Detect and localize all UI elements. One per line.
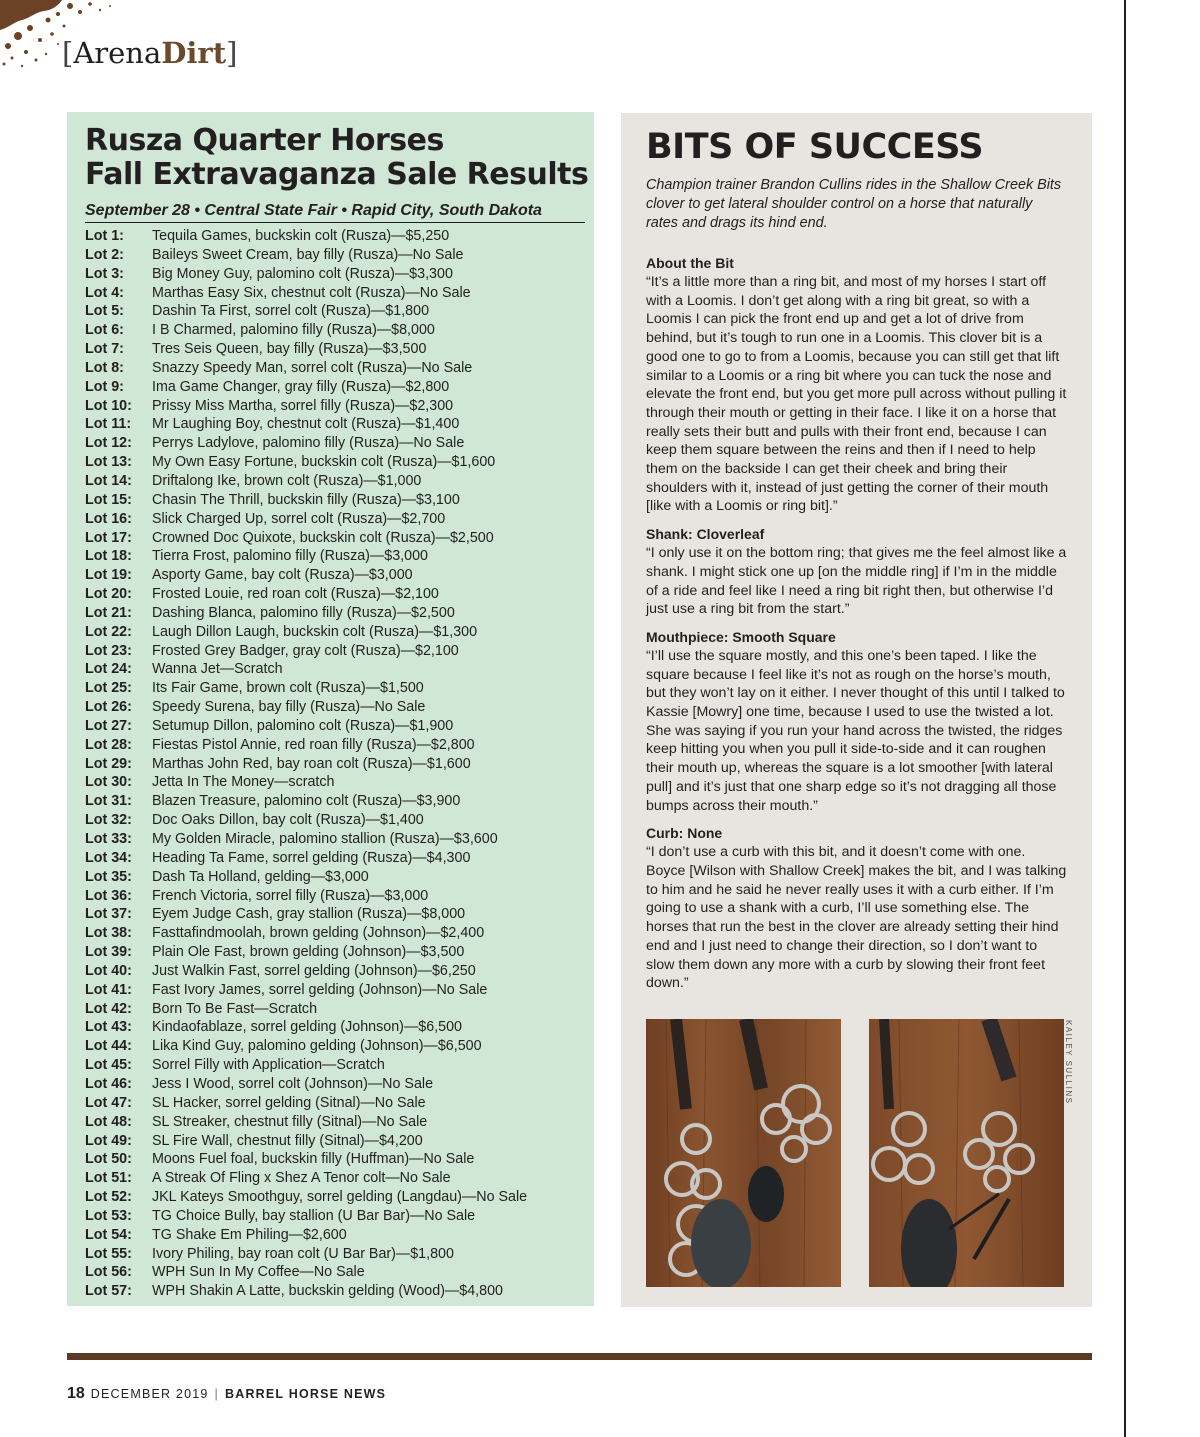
lot-row xyxy=(85,1018,594,1037)
lot-description: WPH Shakin A Latte, buckskin gelding (Wood)—$4,800 xyxy=(152,1283,503,1300)
lot-row xyxy=(85,736,594,755)
lot-row xyxy=(85,1056,594,1075)
bits-section-body: “I don’t use a curb with this bit, and it doesn’t come with one. Boyce [Wilson with Shallow Creek] makes the bit, and I was talking to him and he said he never really uses it with a curb either. If I’m going to use a shank with a curb, I’ll use something else. The horses that run the best in the clover are already setting their hind end and I just need to change their direction, so I don’t want to slow them down any more with a curb by slowing their front feet down.” xyxy=(646,844,1067,992)
lot-number: Lot 47: xyxy=(85,1094,132,1111)
lot-row xyxy=(85,284,594,303)
lot-row xyxy=(85,905,594,924)
lot-description: Crowned Doc Quixote, buckskin colt (Rusza)—$2,500 xyxy=(152,529,494,546)
lot-description: Dash Ta Holland, gelding—$3,000 xyxy=(152,868,369,885)
sale-title-line1: Rusza Quarter Horses xyxy=(85,123,444,158)
lot-row xyxy=(85,1094,594,1113)
lot-number: Lot 19: xyxy=(85,567,132,584)
lot-row xyxy=(85,340,594,359)
lot-description: WPH Sun In My Coffee—No Sale xyxy=(152,1264,365,1281)
lot-number: Lot 15: xyxy=(85,491,132,508)
lot-description: Lika Kind Guy, palomino gelding (Johnson)—$6,500 xyxy=(152,1038,482,1055)
lot-number: Lot 18: xyxy=(85,548,132,565)
lot-number: Lot 35: xyxy=(85,868,132,885)
lot-description: Asporty Game, bay colt (Rusza)—$3,000 xyxy=(152,567,413,584)
lot-description: Frosted Louie, red roan colt (Rusza)—$2,100 xyxy=(152,586,439,603)
lot-row xyxy=(85,660,594,679)
lot-description: SL Streaker, chestnut filly (Sitnal)—No Sale xyxy=(152,1113,428,1130)
bits-section-about xyxy=(646,254,1068,516)
lot-description: Kindaofablaze, sorrel gelding (Johnson)—$6,500 xyxy=(152,1019,462,1036)
lot-number: Lot 49: xyxy=(85,1132,132,1149)
lot-description: Speedy Surena, bay filly (Rusza)—No Sale xyxy=(152,699,426,716)
lot-number: Lot 5: xyxy=(85,303,124,320)
lot-row xyxy=(85,1263,594,1282)
lot-number: Lot 1: xyxy=(85,228,124,244)
lot-row xyxy=(85,453,594,472)
lot-row xyxy=(85,1132,594,1151)
bits-section-heading: Shank: Cloverleaf xyxy=(646,526,765,543)
lot-description: Born To Be Fast—Scratch xyxy=(152,1000,318,1017)
lot-description: I B Charmed, palomino filly (Rusza)—$8,000 xyxy=(152,322,435,339)
lot-row xyxy=(85,1282,594,1301)
lot-number: Lot 51: xyxy=(85,1170,132,1187)
lot-description: Baileys Sweet Cream, bay filly (Rusza)—No Sale xyxy=(152,246,464,263)
bits-section-curb xyxy=(646,824,1068,993)
lot-description: French Victoria, sorrel filly (Rusza)—$3,000 xyxy=(152,887,429,904)
lot-number: Lot 36: xyxy=(85,887,132,904)
photo-credit: KAILEY SULLINS xyxy=(1064,1020,1073,1105)
section-bracket-left: [ xyxy=(62,36,74,70)
lot-row xyxy=(85,981,594,1000)
lot-description: Setumup Dillon, palomino colt (Rusza)—$1,900 xyxy=(152,717,454,734)
lot-number: Lot 54: xyxy=(85,1226,132,1243)
lot-row xyxy=(85,1207,594,1226)
lot-description: Fast Ivory James, sorrel gelding (Johnson)—No Sale xyxy=(152,981,488,998)
lot-row xyxy=(85,623,594,642)
publication-name: BARREL HORSE NEWS xyxy=(224,1387,387,1401)
lot-number: Lot 38: xyxy=(85,925,132,942)
lot-description: Its Fair Game, brown colt (Rusza)—$1,500 xyxy=(152,680,424,697)
lot-number: Lot 17: xyxy=(85,529,132,546)
lot-number: Lot 40: xyxy=(85,962,132,979)
lot-description: Ima Game Changer, gray filly (Rusza)—$2,800 xyxy=(152,378,450,395)
lot-row xyxy=(85,811,594,830)
lot-row xyxy=(85,491,594,510)
lot-row xyxy=(85,1245,594,1264)
lot-description: Driftalong Ike, brown colt (Rusza)—$1,000 xyxy=(152,472,422,489)
lot-row xyxy=(85,679,594,698)
lot-row xyxy=(85,246,594,265)
lot-row xyxy=(85,434,594,453)
section-bracket-right: ] xyxy=(226,36,238,70)
lot-description: Moons Fuel foal, buckskin filly (Huffman)—No Sale xyxy=(152,1151,475,1168)
lot-row xyxy=(85,887,594,906)
bit-photo-right xyxy=(869,1019,1064,1287)
section-tag xyxy=(62,36,237,70)
lot-number: Lot 45: xyxy=(85,1057,132,1074)
lot-description: Just Walkin Fast, sorrel gelding (Johnson)—$6,250 xyxy=(152,962,476,979)
lot-number: Lot 30: xyxy=(85,774,132,791)
lot-number: Lot 52: xyxy=(85,1189,132,1206)
sale-subtitle: September 28 • Central State Fair • Rapid City, South Dakota xyxy=(85,201,585,223)
section-prefix: Arena xyxy=(73,36,162,70)
lot-number: Lot 7: xyxy=(85,341,124,358)
bits-section-mouthpiece xyxy=(646,628,1068,815)
bits-section-body: “It’s a little more than a ring bit, and most of my horses I start off with a Loomis. I don’t get along with a ring bit great, so with a Loomis I can pick the front end up and get a lot of drive from behind, but it’s tough to run one in a Loomis. This clover bit is a good one to go to from a Loomis, because you can still get that lift similar to a Loomis or a ring bit where you can tuck the nose and elevate the front end, but you get more pull across without pulling it through their mouth or getting in their face. I like it on a horse that really sets their butt and pulls with their front end, because I can keep them square between the reins and then if I need to help them on the backside I can get their cheek and bring their shoulders with it, instead of just getting the corner of their mouth [like with a Loomis or ring bit].” xyxy=(646,274,1067,515)
lot-row xyxy=(85,1075,594,1094)
lot-description: Slick Charged Up, sorrel colt (Rusza)—$2,700 xyxy=(152,510,446,527)
lot-description: Marthas John Red, bay roan colt (Rusza)—$1,600 xyxy=(152,755,471,772)
lot-description: Jetta In The Money—scratch xyxy=(152,774,335,791)
lot-description: Laugh Dillon Laugh, buckskin colt (Rusza)—$1,300 xyxy=(152,623,478,640)
lot-number: Lot 29: xyxy=(85,755,132,772)
lot-description: Snazzy Speedy Man, sorrel colt (Rusza)—No Sale xyxy=(152,359,473,376)
lot-description: Tierra Frost, palomino filly (Rusza)—$3,000 xyxy=(152,548,428,565)
lot-row xyxy=(85,924,594,943)
sale-title-line2: Fall Extravaganza Sale Results xyxy=(85,157,589,192)
lot-number: Lot 2: xyxy=(85,246,124,263)
lot-number: Lot 48: xyxy=(85,1113,132,1130)
lot-description: Doc Oaks Dillon, bay colt (Rusza)—$1,400 xyxy=(152,812,424,829)
lot-number: Lot 3: xyxy=(85,265,124,282)
lot-number: Lot 26: xyxy=(85,699,132,716)
bits-intro: Champion trainer Brandon Cullins rides in the Shallow Creek Bits clover to get lateral shoulder control on a horse that naturally rates and drags its hind end. xyxy=(646,177,1062,231)
lot-number: Lot 32: xyxy=(85,812,132,829)
lot-number: Lot 23: xyxy=(85,642,132,659)
page-edge-rule xyxy=(1124,0,1126,1437)
lot-row xyxy=(85,755,594,774)
lot-description: A Streak Of Fling x Shez A Tenor colt—No Sale xyxy=(152,1170,451,1187)
footer-separator: | xyxy=(214,1387,219,1401)
lot-row xyxy=(85,529,594,548)
lot-row xyxy=(85,962,594,981)
lot-description: TG Choice Bully, bay stallion (U Bar Bar)—No Sale xyxy=(152,1207,476,1224)
lot-description: Plain Ole Fast, brown gelding (Johnson)—$3,500 xyxy=(152,944,465,961)
lot-description: Prissy Miss Martha, sorrel filly (Rusza)—$2,300 xyxy=(152,397,454,414)
lot-list xyxy=(85,227,594,1301)
lot-row xyxy=(85,265,594,284)
lot-description: Mr Laughing Boy, chestnut colt (Rusza)—$1,400 xyxy=(152,416,460,433)
lot-number: Lot 24: xyxy=(85,661,132,678)
lot-row xyxy=(85,1188,594,1207)
lot-number: Lot 56: xyxy=(85,1264,132,1281)
bits-section-body: “I only use it on the bottom ring; that gives me the feel almost like a shank. I might stick one up [on the middle ring] if I’m in the middle of a ride and feel like I need a ring bit right then, but otherwise I’d just use a ring bit from the start.” xyxy=(646,545,1067,618)
lot-number: Lot 55: xyxy=(85,1245,132,1262)
lot-description: Tequila Games, buckskin colt (Rusza)—$5,250 xyxy=(152,228,450,244)
lot-number: Lot 25: xyxy=(85,680,132,697)
lot-row xyxy=(85,698,594,717)
lot-row xyxy=(85,868,594,887)
lot-row xyxy=(85,378,594,397)
lot-number: Lot 20: xyxy=(85,586,132,603)
lot-number: Lot 6: xyxy=(85,322,124,339)
lot-description: Fasttafindmoolah, brown gelding (Johnson)—$2,400 xyxy=(152,925,485,942)
lot-description: Fiestas Pistol Annie, red roan filly (Rusza)—$2,800 xyxy=(152,736,475,753)
lot-row xyxy=(85,642,594,661)
bits-section-body: “I’ll use the square mostly, and this one’s been taped. I like the square because I feel like it’s not as rough on the horse’s mouth, but they won’t lay on it either. I never thought of this until I talked to Kassie [Mowry] one time, because I used to use the twisted a lot. She was saying if you run your hand across the twisted, the ridges keep hitting you when you pull it side-to-side and it can roughen their mouth up, whereas the square is a lot smoother [with lateral pull] and it’s just that one sharp edge so it’s not dragging all those bumps across their mouth.” xyxy=(646,647,1065,814)
lot-description: JKL Kateys Smoothguy, sorrel gelding (Langdau)—No Sale xyxy=(152,1189,528,1206)
lot-number: Lot 9: xyxy=(85,378,124,395)
lot-number: Lot 13: xyxy=(85,454,132,471)
lot-description: Chasin The Thrill, buckskin filly (Rusza)—$3,100 xyxy=(152,491,460,508)
lot-number: Lot 14: xyxy=(85,472,132,489)
page-footer xyxy=(67,1385,386,1403)
lot-row xyxy=(85,321,594,340)
lot-description: SL Fire Wall, chestnut filly (Sitnal)—$4,200 xyxy=(152,1132,423,1149)
lot-number: Lot 44: xyxy=(85,1038,132,1055)
lot-row xyxy=(85,604,594,623)
lot-description: Dashing Blanca, palomino filly (Rusza)—$2,500 xyxy=(152,604,455,621)
lot-row xyxy=(85,830,594,849)
lot-row xyxy=(85,302,594,321)
lot-number: Lot 28: xyxy=(85,736,132,753)
lot-number: Lot 39: xyxy=(85,944,132,961)
lot-row xyxy=(85,397,594,416)
lot-number: Lot 8: xyxy=(85,359,124,376)
lot-number: Lot 37: xyxy=(85,906,132,923)
lot-description: Jess I Wood, sorrel colt (Johnson)—No Sale xyxy=(152,1075,434,1092)
lot-number: Lot 57: xyxy=(85,1283,132,1300)
lot-row xyxy=(85,1000,594,1019)
lot-row xyxy=(85,510,594,529)
bits-section-heading: Mouthpiece: Smooth Square xyxy=(646,628,836,645)
lot-row xyxy=(85,943,594,962)
lot-number: Lot 4: xyxy=(85,284,124,301)
lot-number: Lot 10: xyxy=(85,397,132,414)
bits-title: BITS OF SUCCESS xyxy=(646,127,984,167)
lot-description: Ivory Philing, bay roan colt (U Bar Bar)—$1,800 xyxy=(152,1245,454,1262)
lot-row xyxy=(85,359,594,378)
lot-number: Lot 50: xyxy=(85,1151,132,1168)
bits-section-heading: About the Bit xyxy=(646,255,734,271)
lot-description: Big Money Guy, palomino colt (Rusza)—$3,300 xyxy=(152,265,453,282)
lot-row xyxy=(85,849,594,868)
lot-description: Frosted Grey Badger, gray colt (Rusza)—$2,100 xyxy=(152,642,459,659)
bottom-rule xyxy=(67,1353,1092,1360)
lot-description: Sorrel Filly with Application—Scratch xyxy=(152,1057,385,1074)
lot-number: Lot 31: xyxy=(85,793,132,810)
lot-row xyxy=(85,547,594,566)
sale-title xyxy=(85,124,594,192)
lot-row xyxy=(85,717,594,736)
lot-description: TG Shake Em Philing—$2,600 xyxy=(152,1226,347,1243)
lot-description: Blazen Treasure, palomino colt (Rusza)—$3,900 xyxy=(152,793,461,810)
lot-row xyxy=(85,1113,594,1132)
lot-description: Heading Ta Fame, sorrel gelding (Rusza)—$4,300 xyxy=(152,849,471,866)
lot-row xyxy=(85,1169,594,1188)
lot-number: Lot 43: xyxy=(85,1019,132,1036)
issue-date: DECEMBER 2019 xyxy=(90,1387,209,1401)
lot-number: Lot 46: xyxy=(85,1075,132,1092)
lot-row xyxy=(85,773,594,792)
lot-number: Lot 33: xyxy=(85,831,132,847)
lot-description: My Golden Miracle, palomino stallion (Rusza)—$3,600 xyxy=(152,831,498,847)
lot-number: Lot 34: xyxy=(85,849,132,866)
lot-description: Wanna Jet—Scratch xyxy=(152,661,283,678)
lot-description: Perrys Ladylove, palomino filly (Rusza)—No Sale xyxy=(152,435,465,452)
lot-description: Dashin Ta First, sorrel colt (Rusza)—$1,800 xyxy=(152,303,430,320)
section-name: Dirt xyxy=(161,36,227,70)
lot-row xyxy=(85,472,594,491)
lot-row xyxy=(85,1150,594,1169)
lot-description: Tres Seis Queen, bay filly (Rusza)—$3,500 xyxy=(152,341,427,358)
lot-number: Lot 42: xyxy=(85,1000,132,1017)
lot-number: Lot 53: xyxy=(85,1207,132,1224)
lot-row xyxy=(85,227,594,246)
lot-number: Lot 16: xyxy=(85,510,132,527)
lot-number: Lot 41: xyxy=(85,981,132,998)
lot-row xyxy=(85,1037,594,1056)
lot-row xyxy=(85,1226,594,1245)
bits-section-heading: Curb: None xyxy=(646,825,723,842)
lot-number: Lot 11: xyxy=(85,416,132,433)
lot-row xyxy=(85,792,594,811)
lot-row xyxy=(85,585,594,604)
lot-number: Lot 22: xyxy=(85,623,132,640)
lot-number: Lot 27: xyxy=(85,717,132,734)
lot-number: Lot 21: xyxy=(85,604,132,621)
sale-results-box xyxy=(67,112,594,1306)
lot-description: SL Hacker, sorrel gelding (Sitnal)—No Sale xyxy=(152,1094,426,1111)
lot-description: Eyem Judge Cash, gray stallion (Rusza)—$8,000 xyxy=(152,906,466,923)
lot-row xyxy=(85,415,594,434)
lot-number: Lot 12: xyxy=(85,435,132,452)
lot-description: Marthas Easy Six, chestnut colt (Rusza)—No Sale xyxy=(152,284,471,301)
lot-row xyxy=(85,566,594,585)
bit-photo-left xyxy=(646,1019,841,1287)
bits-section-shank xyxy=(646,525,1068,619)
lot-description: My Own Easy Fortune, buckskin colt (Rusza)—$1,600 xyxy=(152,454,496,471)
page-number: 18 xyxy=(67,1385,85,1402)
